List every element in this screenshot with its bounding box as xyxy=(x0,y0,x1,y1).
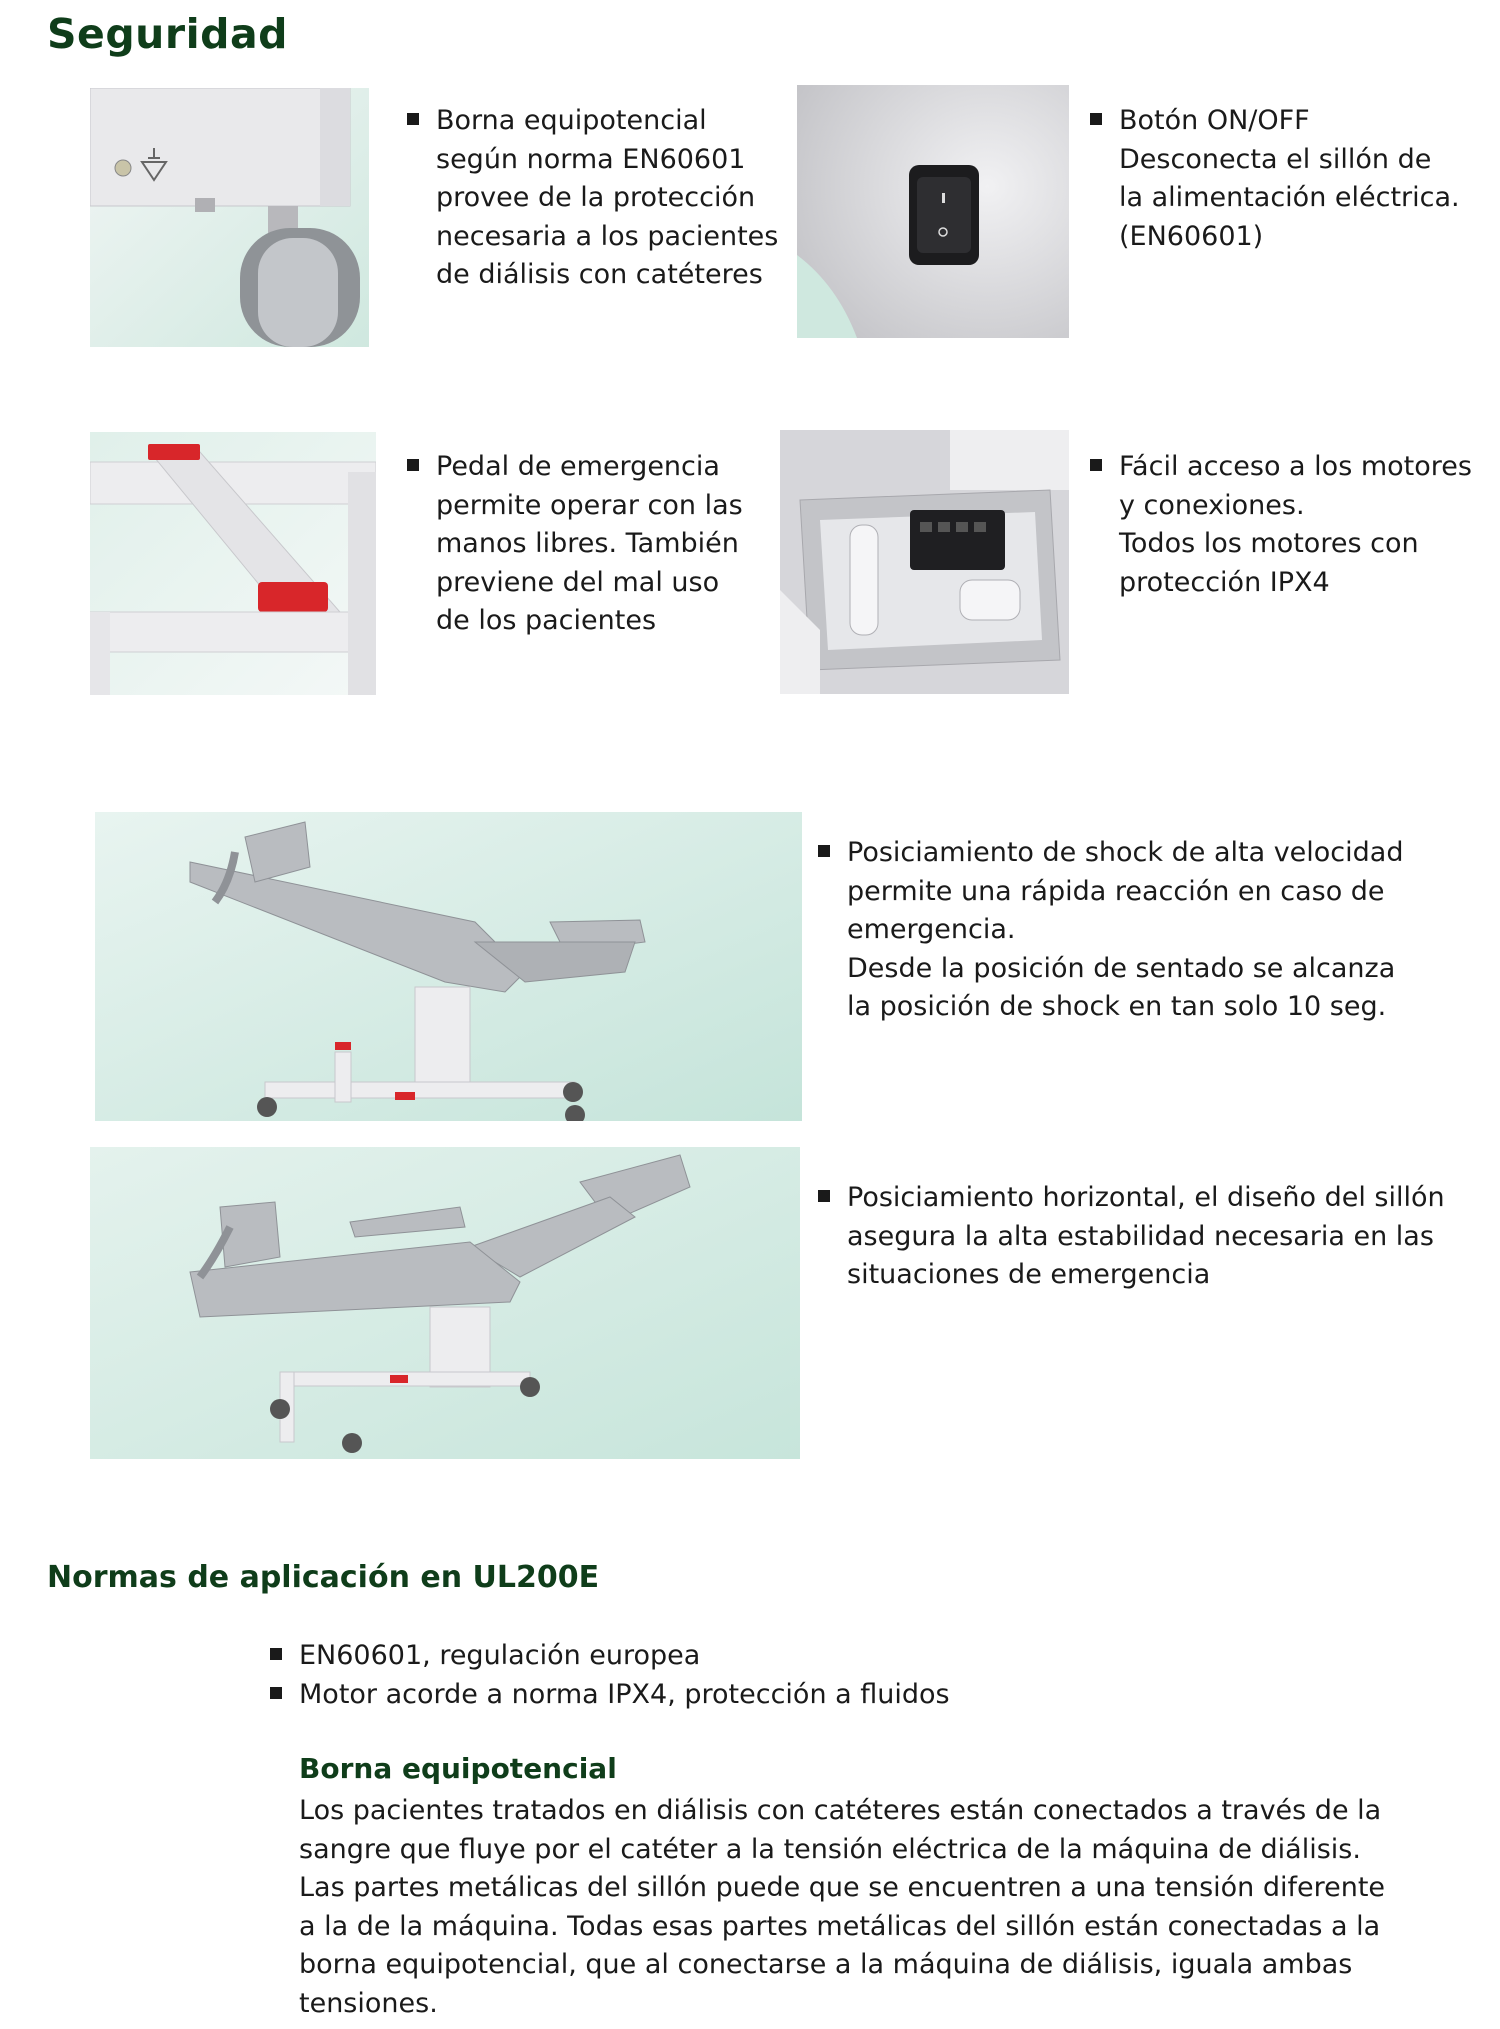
feature-line: Fácil acceso a los motores xyxy=(1119,451,1472,482)
feature-line: emergencia. xyxy=(847,914,1016,945)
feature-line: Desde la posición de sentado se alcanza xyxy=(847,952,1396,984)
bullet-icon xyxy=(407,459,419,471)
feature-line: previene del mal uso xyxy=(436,566,720,598)
horizontal-position-chair-photo xyxy=(90,1147,800,1459)
bullet-icon xyxy=(818,845,830,857)
feature-line: Posiciamiento de shock de alta velocidad xyxy=(847,837,1404,868)
norm-text: EN60601, regulación europea xyxy=(299,1640,701,1671)
paragraph-line: tensiones. xyxy=(299,1987,438,2019)
feature-line: manos libres. También xyxy=(436,528,739,559)
bullet-icon xyxy=(1090,113,1102,125)
feature-shock-position xyxy=(818,834,1403,1027)
bullet-icon xyxy=(1090,459,1102,471)
feature-line: Borna equipotencial xyxy=(436,105,707,136)
feature-on-off-button xyxy=(1090,102,1460,256)
feature-line: permite operar con las xyxy=(436,489,743,521)
bullet-icon xyxy=(407,113,419,125)
equipotential-terminal-photo xyxy=(90,88,369,347)
borna-title: Borna equipotencial xyxy=(299,1752,617,1785)
feature-line: según norma EN60601 xyxy=(436,143,746,175)
feature-line: provee de la protección xyxy=(436,182,756,213)
feature-line: Desconecta el sillón de xyxy=(1119,143,1432,175)
feature-equipotential-terminal xyxy=(407,102,778,295)
feature-line: la alimentación eléctrica. xyxy=(1119,182,1460,213)
feature-line: Todos los motores con xyxy=(1119,528,1419,559)
feature-line: de los pacientes xyxy=(436,605,657,636)
bullet-icon xyxy=(270,1648,282,1660)
feature-line: necesaria a los pacientes xyxy=(436,220,779,252)
on-off-button-photo xyxy=(797,85,1069,338)
paragraph-line: borna equipotencial, que al conectarse a la máquina de diálisis, iguala ambas xyxy=(299,1949,1353,1980)
feature-line: Botón ON/OFF xyxy=(1119,105,1310,136)
norms-list xyxy=(270,1637,950,1714)
page-title: Seguridad xyxy=(47,10,289,58)
paragraph-line: Los pacientes tratados en diálisis con catéteres están conectados a través de la xyxy=(299,1795,1382,1826)
norms-title: Normas de aplicación en UL200E xyxy=(47,1560,600,1595)
shock-position-chair-photo xyxy=(95,812,802,1121)
feature-line: asegura la alta estabilidad necesaria en las xyxy=(847,1220,1434,1252)
feature-emergency-pedal xyxy=(407,448,743,641)
list-item xyxy=(270,1676,950,1715)
paragraph-line: a la de la máquina. Todas esas partes metálicas del sillón están conectadas a la xyxy=(299,1910,1381,1942)
feature-line: de diálisis con catéteres xyxy=(436,259,763,290)
feature-line: (EN60601) xyxy=(1119,220,1264,252)
feature-line: la posición de shock en tan solo 10 seg. xyxy=(847,991,1387,1022)
paragraph-line: Las partes metálicas del sillón puede que se encuentren a una tensión diferente xyxy=(299,1872,1386,1903)
bullet-icon xyxy=(818,1190,830,1202)
feature-line: Posiciamiento horizontal, el diseño del sillón xyxy=(847,1182,1445,1213)
list-item xyxy=(270,1637,950,1676)
norm-text: Motor acorde a norma IPX4, protección a fluidos xyxy=(299,1678,950,1710)
feature-line: y conexiones. xyxy=(1119,489,1305,521)
feature-line: protección IPX4 xyxy=(1119,566,1330,598)
borna-paragraph xyxy=(299,1792,1385,2023)
feature-line: Pedal de emergencia xyxy=(436,451,720,482)
motors-access-photo xyxy=(780,430,1069,694)
feature-line: situaciones de emergencia xyxy=(847,1259,1211,1290)
paragraph-line: sangre que fluye por el catéter a la tensión eléctrica de la máquina de diálisis. xyxy=(299,1833,1361,1865)
bullet-icon xyxy=(270,1687,282,1699)
emergency-pedal-photo xyxy=(90,432,376,695)
feature-horizontal-position xyxy=(818,1179,1445,1295)
feature-motors-access xyxy=(1090,448,1472,602)
feature-line: permite una rápida reacción en caso de xyxy=(847,875,1385,907)
